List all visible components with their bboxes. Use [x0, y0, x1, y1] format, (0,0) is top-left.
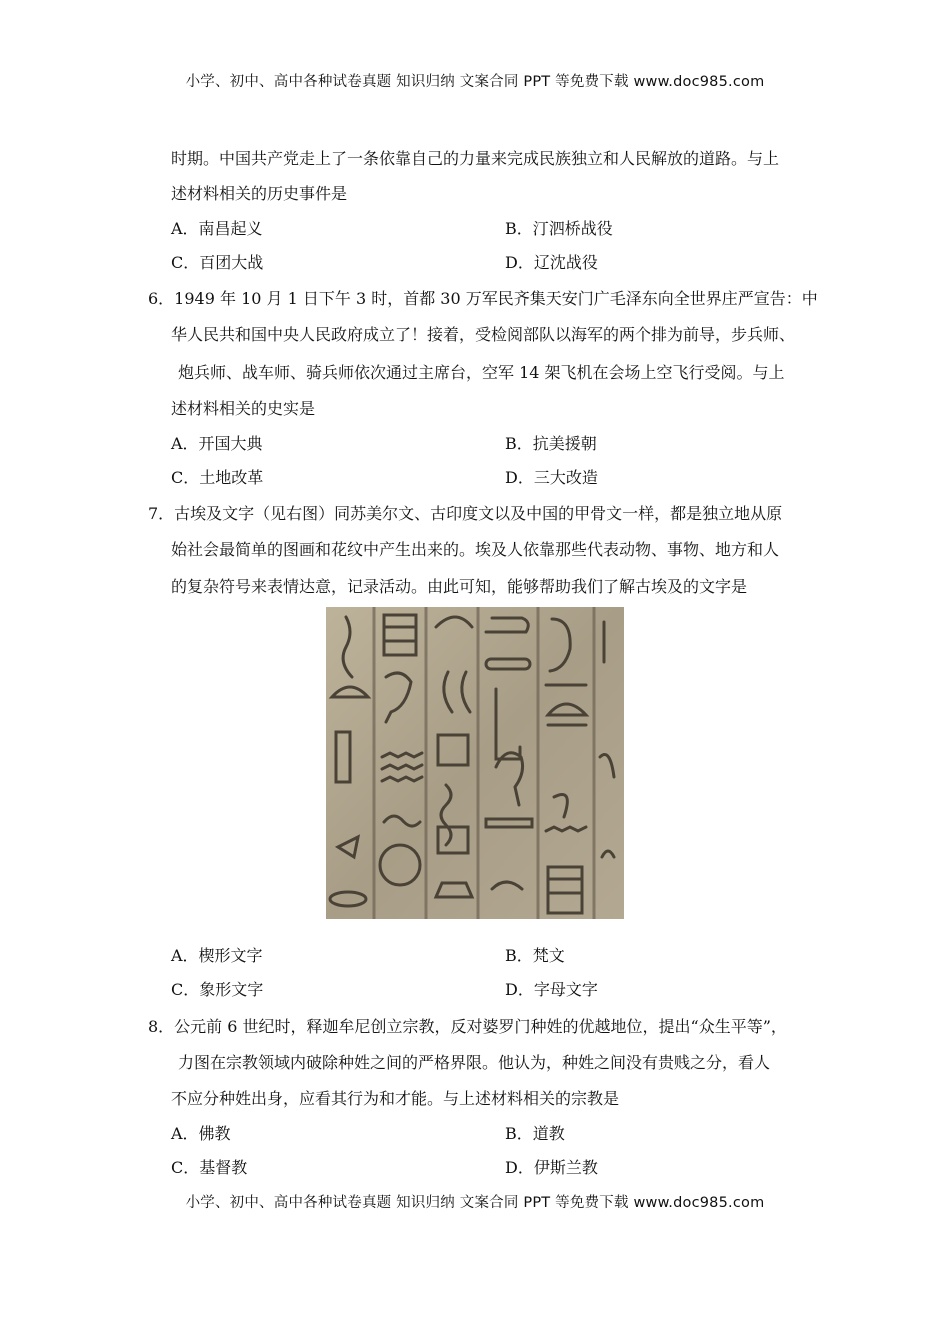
q7-line-2: 始社会最简单的图画和花纹中产生出来的。埃及人依靠那些代表动物、事物、地方和人 [171, 540, 780, 559]
q6-line-1: 6．1949 年 10 月 1 日下午 3 时，首都 30 万军民齐集天安门广毛泽东向全世界庄严宣告：中 [148, 289, 818, 308]
q5-option-b[interactable]: B．汀泗桥战役 [505, 219, 613, 238]
q5-option-d[interactable]: D．辽沈战役 [505, 253, 598, 272]
page-footer: 小学、初中、高中各种试卷真题 知识归纳 文案合同 PPT 等免费下载 www.doc985.com [185, 1195, 765, 1211]
q8-option-b[interactable]: B．道教 [505, 1124, 565, 1143]
q7-line-3: 的复杂符号来表情达意，记录活动。由此可知，能够帮助我们了解古埃及的文字是 [171, 577, 748, 596]
q5-option-a[interactable]: A．南昌起义 [171, 219, 263, 238]
q5-line-1: 时期。中国共产党走上了一条依靠自己的力量来完成民族独立和人民解放的道路。与上 [171, 149, 780, 168]
q7-line-1: 7．古埃及文字（见右图）同苏美尔文、古印度文以及中国的甲骨文一样，都是独立地从原 [148, 504, 783, 523]
q5-option-c[interactable]: C．百团大战 [171, 253, 264, 272]
q8-line-3: 不应分种姓出身，应看其行为和才能。与上述材料相关的宗教是 [171, 1089, 620, 1108]
q6-line-2: 华人民共和国中央人民政府成立了！接着，受检阅部队以海军的两个排为前导，步兵师、 [171, 325, 796, 344]
q5-line-2: 述材料相关的历史事件是 [171, 184, 348, 203]
q8-line-1: 8．公元前 6 世纪时，释迦牟尼创立宗教，反对婆罗门种姓的优越地位，提出“众生平等”， [148, 1017, 787, 1036]
q8-line-2: 力图在宗教领域内破除种姓之间的严格界限。他认为，种姓之间没有贵贱之分，看人 [178, 1053, 771, 1072]
hieroglyphs-illustration [326, 607, 624, 919]
q6-option-c[interactable]: C．土地改革 [171, 468, 264, 487]
q8-option-c[interactable]: C．基督教 [171, 1158, 248, 1177]
hieroglyphs-image [326, 607, 624, 919]
q7-option-c[interactable]: C．象形文字 [171, 980, 264, 999]
q6-option-d[interactable]: D．三大改造 [505, 468, 598, 487]
page-header: 小学、初中、高中各种试卷真题 知识归纳 文案合同 PPT 等免费下载 www.doc985.com [185, 74, 765, 90]
q8-option-a[interactable]: A．佛教 [171, 1124, 231, 1143]
q6-line-4: 述材料相关的史实是 [171, 399, 316, 418]
q7-option-a[interactable]: A．楔形文字 [171, 946, 263, 965]
q7-option-d[interactable]: D．字母文字 [505, 980, 598, 999]
q6-line-3: 炮兵师、战车师、骑兵师依次通过主席台，空军 14 架飞机在会场上空飞行受阅。与上 [178, 363, 785, 382]
q6-option-a[interactable]: A．开国大典 [171, 434, 263, 453]
q6-option-b[interactable]: B．抗美援朝 [505, 434, 597, 453]
q8-option-d[interactable]: D．伊斯兰教 [505, 1158, 598, 1177]
q7-option-b[interactable]: B．梵文 [505, 946, 565, 965]
